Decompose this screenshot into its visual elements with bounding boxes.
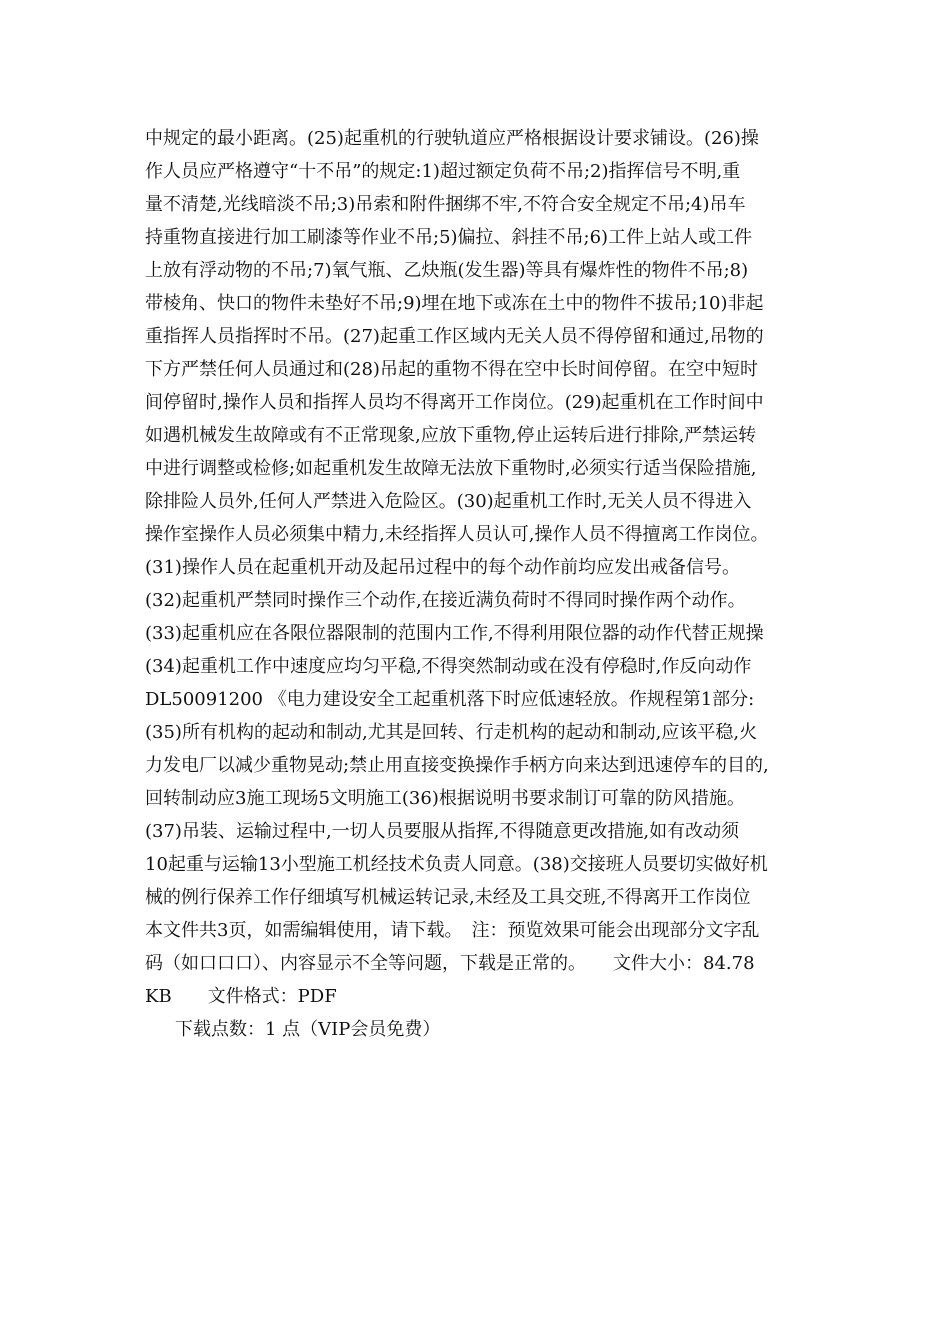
file-format-line: KB 文件格式：PDF [145,986,337,1007]
text-line: 量不清楚,光线暗淡不吊;3)吊索和附件捆绑不牢,不符合安全规定不吊;4)吊车 [145,194,746,215]
text-line: (35)所有机构的起动和制动,尤其是回转、行走机构的起动和制动,应该平稳,火 [145,722,758,743]
text-line: 作人员应严格遵守“十不吊”的规定:1)超过额定负荷不吊;2)指挥信号不明,重 [145,161,741,182]
text-line: 力发电厂以减少重物晃动;禁止用直接变换操作手柄方向来达到迅速停车的目的, [145,755,769,776]
text-line: (32)起重机严禁同时操作三个动作,在接近满负荷时不得同时操作两个动作。 [145,590,746,611]
text-line: 上放有浮动物的不吊;7)氧气瓶、乙炔瓶(发生器)等具有爆炸性的物件不吊;8) [145,260,749,281]
text-line: 操作室操作人员必须集中精力,未经指挥人员认可,操作人员不得擅离工作岗位。 [145,524,769,545]
document-body [145,122,815,1046]
download-notice-line: 本文件共3页，如需编辑使用，请下载。 注：预览效果可能会出现部分文字乱 [145,920,760,941]
text-line: 带棱角、快口的物件未垫好不吊;9)埋在地下或冻在土中的物件不拔吊;10)非起 [145,293,764,314]
download-points: 下载点数：1 点（VIP会员免费） [175,1019,441,1040]
text-line: 重指挥人员指挥时不吊。(27)起重工作区域内无关人员不得停留和通过,吊物的 [145,326,764,347]
text-line: 持重物直接进行加工刷漆等作业不吊;5)偏拉、斜挂不吊;6)工件上站人或工件 [145,227,753,248]
text-line: 械的例行保养工作仔细填写机械运转记录,未经及工具交班,不得离开工作岗位 [145,887,751,908]
text-line: 如遇机械发生故障或有不正常现象,应放下重物,停止运转后进行排除,严禁运转 [145,425,757,446]
text-line: 10起重与运输13小型施工机经技术负责人同意。(38)交接班人员要切实做好机 [145,854,768,875]
text-line: 中进行调整或检修;如起重机发生故障无法放下重物时,必须实行适当保险措施, [145,458,757,479]
text-line: 除排险人员外,任何人严禁进入危险区。(30)起重机工作时,无关人员不得进入 [145,491,752,512]
text-line: (31)操作人员在起重机开动及起吊过程中的每个动作前均应发出戒备信号。 [145,557,740,578]
text-line: 间停留时,操作人员和指挥人员均不得离开工作岗位。(29)起重机在工作时间中 [145,392,764,413]
text-line: (37)吊装、运输过程中,一切人员要服从指挥,不得随意更改措施,如有改动须 [145,821,740,842]
text-line: 下方严禁任何人员通过和(28)吊起的重物不得在空中长时间停留。在空中短时 [145,359,758,380]
download-notice-line: 码（如口口口）、内容显示不全等问题，下载是正常的。 文件大小：84.78 [145,953,755,974]
text-line: 中规定的最小距离。(25)起重机的行驶轨道应严格根据设计要求铺设。(26)操 [145,128,759,149]
text-line: (34)起重机工作中速度应均匀平稳,不得突然制动或在没有停稳时,作反向动作 [145,656,752,677]
text-line: (33)起重机应在各限位器限制的范围内工作,不得利用限位器的动作代替正规操 [145,623,764,644]
text-line: DL50091200 《电力建设安全工起重机落下时应低速轻放。作规程第1部分: [145,689,755,710]
text-line: 回转制动应3施工现场5文明施工(36)根据说明书要求制订可靠的防风措施。 [145,788,745,809]
